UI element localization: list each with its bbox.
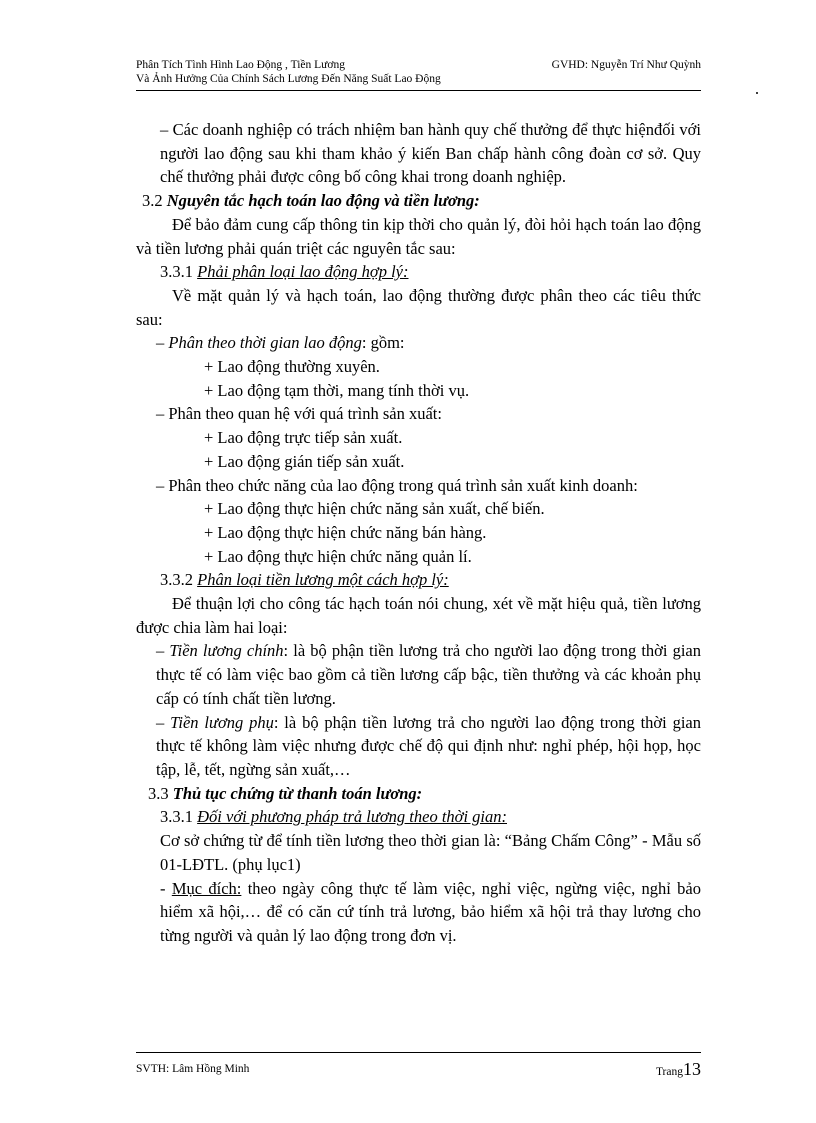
- header-divider: [136, 90, 701, 91]
- bullet-dash: –: [156, 712, 171, 732]
- list-item-by-function: – Phân theo chức năng của lao động trong quá trình sản xuất kinh doanh:: [156, 475, 638, 495]
- term-main-salary: Tiền lương chính: [169, 641, 284, 661]
- list-item-by-time: [136, 331, 701, 355]
- sub-item: + Lao động thực hiện chức năng quản lí.: [204, 546, 472, 566]
- section-number: 3.3.2: [160, 570, 198, 590]
- header-title-line1: Phân Tích Tình Hình Lao Động , Tiền Lương: [136, 59, 345, 71]
- sub-item: + Lao động thường xuyên.: [204, 357, 380, 377]
- sub-item: + Lao động trực tiếp sản xuất.: [204, 428, 403, 448]
- page-header: [136, 58, 701, 86]
- paragraph-extra-salary: [136, 711, 701, 782]
- list-item-by-production: – Phân theo quan hệ với quá trình sản xuất:: [156, 404, 442, 424]
- bullet-dash: –: [156, 333, 169, 353]
- section-number: 3.3.1: [160, 262, 198, 282]
- footer-student: SVTH: Lâm Hồng Minh: [136, 1063, 250, 1075]
- purpose-text: theo ngày công thực tế làm việc, nghỉ việc, ngừng việc, nghỉ bảo hiểm xã hội,… để có căn cứ tính trả lương, bảo hiểm xã hội trả thay lương cho từng người và quản lý lao động trong đơn vị.: [160, 878, 701, 945]
- section-heading-3-3-2: [136, 568, 701, 592]
- section-number: 3.3.1: [160, 807, 198, 827]
- section-heading-3-3-1b: [136, 805, 701, 829]
- section-heading-3-2: [136, 189, 701, 213]
- section-title: Nguyên tắc hạch toán lao động và tiền lương:: [166, 191, 480, 211]
- bullet-dash: –: [156, 641, 170, 661]
- section-number: 3.3: [148, 783, 173, 803]
- bullet-dash: -: [160, 878, 172, 898]
- paragraph-principles: Để bảo đảm cung cấp thông tin kịp thời cho quản lý, đòi hỏi hạch toán lao động và tiền lương phải quán triệt các nguyên tắc sau:: [136, 214, 701, 258]
- section-heading-3-3-1: [136, 260, 701, 284]
- section-title: Đối với phương pháp trả lương theo thời gian:: [197, 807, 507, 827]
- definition-text: : là bộ phận tiền lương trả cho người lao động trong thời gian thực tế có làm việc bao gồm cả tiền lương cấp bậc, tiền thưởng và các khoản phụ cấp có tính chất tiền lương.: [156, 641, 701, 708]
- footer-page: [656, 1061, 701, 1080]
- section-number: 3.2: [142, 191, 167, 211]
- term-purpose: Mục đích:: [171, 878, 242, 898]
- paragraph-timesheet: Cơ sở chứng từ để tính tiền lương theo thời gian là: “Bảng Chấm Công” - Mẫu số 01-LĐTL. (phụ lục1): [160, 831, 701, 874]
- definition-text: : là bộ phận tiền lương trả cho người lao động trong thời gian thực tế không làm việc nhưng được chế độ qui định như: nghỉ phép, hội họp, học tập, lễ, tết, ngừng sản xuất,…: [156, 712, 701, 779]
- page-footer: [136, 1061, 701, 1077]
- sub-item: + Lao động thực hiện chức năng sản xuất, chế biến.: [204, 499, 545, 519]
- paragraph-main-salary: [136, 639, 701, 710]
- section-title: Thủ tục chứng từ thanh toán lương:: [172, 783, 423, 803]
- paragraph-bonus-regulation: – Các doanh nghiệp có trách nhiệm ban hành quy chế thưởng để thực hiệnđối với người lao động sau khi tham khảo ý kiến Ban chấp hành công đoàn cơ sở. Quy chế thưởng phải được công bố công khai trong doanh nghiệp.: [160, 120, 701, 187]
- footer-divider: [136, 1052, 701, 1053]
- sub-item: + Lao động gián tiếp sản xuất.: [204, 451, 405, 471]
- list-item-rest: : gồm:: [361, 333, 405, 353]
- section-heading-3-3: [136, 782, 701, 806]
- header-advisor: GVHD: Nguyễn Trí Như Quỳnh: [551, 59, 701, 71]
- term-extra-salary: Tiền lương phụ: [170, 712, 274, 732]
- list-item-title: Phân theo thời gian lao động: [168, 333, 362, 353]
- section-title: Phải phân loại lao động hợp lý:: [197, 262, 409, 282]
- paragraph-purpose: [136, 877, 701, 948]
- document-body: [136, 118, 701, 948]
- sub-item: + Lao động thực hiện chức năng bán hàng.: [204, 522, 487, 542]
- stray-dot: [756, 92, 758, 94]
- sub-item: + Lao động tạm thời, mang tính thời vụ.: [204, 380, 470, 400]
- section-title: Phân loại tiền lương một cách hợp lý:: [197, 570, 449, 590]
- footer-page-label: Trang: [655, 1066, 683, 1078]
- paragraph-labor-criteria: Về mặt quản lý và hạch toán, lao động thường được phân theo các tiêu thức sau:: [136, 285, 701, 329]
- header-title-line2: Và Ảnh Hưởng Của Chính Sách Lương Đến Năng Suất Lao Động: [136, 73, 441, 85]
- footer-page-number: 13: [683, 1059, 701, 1079]
- paragraph-salary-types: Để thuận lợi cho công tác hạch toán nói chung, xét về mặt hiệu quả, tiền lương được chia làm hai loại:: [136, 594, 701, 637]
